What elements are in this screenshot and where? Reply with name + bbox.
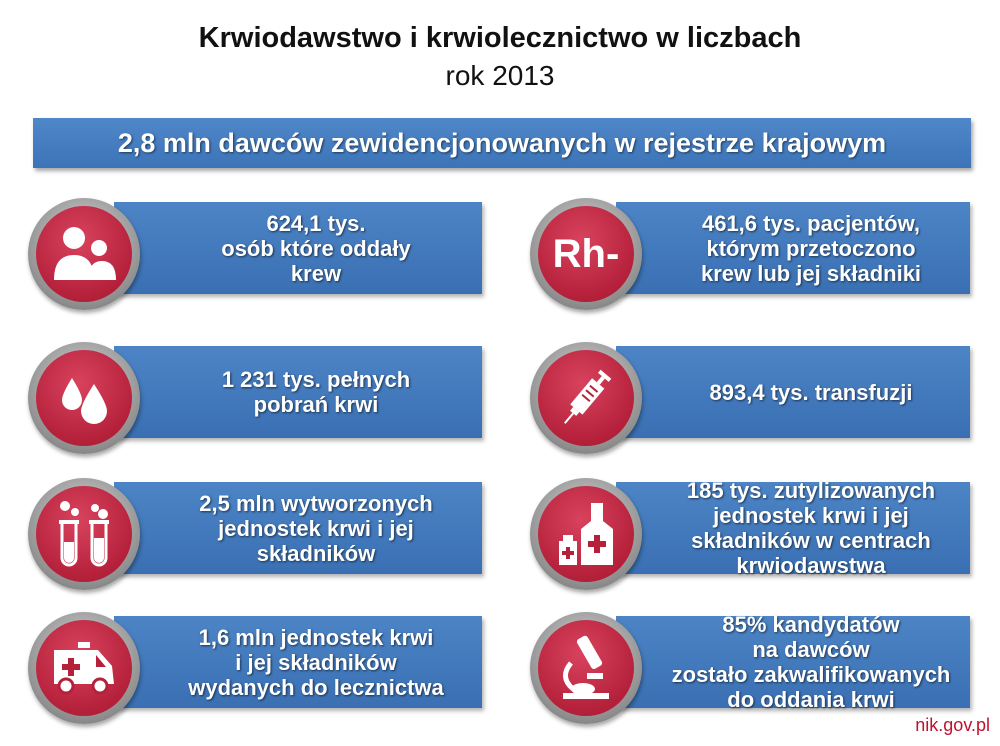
card-text: 893,4 tys. transfuzji bbox=[616, 346, 970, 438]
blood-drops-icon bbox=[54, 368, 114, 428]
card-text: 461,6 tys. pacjentów, którym przetoczono krew lub jej składniki bbox=[616, 202, 970, 294]
card-text: 1 231 tys. pełnych pobrań krwi bbox=[114, 346, 482, 438]
microscope-icon bbox=[553, 633, 619, 703]
footer-source: nik.gov.pl bbox=[915, 715, 990, 735]
syringe-icon bbox=[551, 363, 621, 433]
card-text: 185 tys. zutylizowanych jednostek krwi i jej składników w centrach krwiodawstwa bbox=[616, 482, 970, 574]
ambulance-icon bbox=[48, 638, 120, 698]
card-icon-ring bbox=[530, 478, 642, 590]
card-icon-ring bbox=[530, 612, 642, 724]
card-icon-ring bbox=[28, 478, 140, 590]
test-tubes-icon bbox=[51, 498, 117, 570]
card-text: 2,5 mln wytworzonych jednostek krwi i jej składników bbox=[114, 482, 482, 574]
page-subtitle: rok 2013 bbox=[445, 60, 555, 91]
donors-banner: 2,8 mln dawców zewidencjonowanych w rejestrze krajowym bbox=[33, 118, 971, 168]
medicine-bottles-icon bbox=[553, 499, 619, 569]
page-title: Krwiodawstwo i krwiolecznictwo w liczbach bbox=[198, 22, 802, 54]
people-icon bbox=[48, 224, 120, 284]
card-text: 624,1 tys. osób które oddały krew bbox=[114, 202, 482, 294]
card-text: 1,6 mln jednostek krwi i jej składników wydanych do lecznictwa bbox=[114, 616, 482, 708]
card-icon-ring bbox=[28, 342, 140, 454]
rh-negative-icon: Rh- bbox=[552, 231, 620, 276]
card-icon-ring bbox=[530, 198, 642, 310]
card-icon-ring bbox=[530, 342, 642, 454]
card-icon-ring bbox=[28, 198, 140, 310]
card-icon-ring bbox=[28, 612, 140, 724]
card-text: 85% kandydatów na dawców zostało zakwalifikowanych do oddania krwi bbox=[616, 616, 970, 708]
